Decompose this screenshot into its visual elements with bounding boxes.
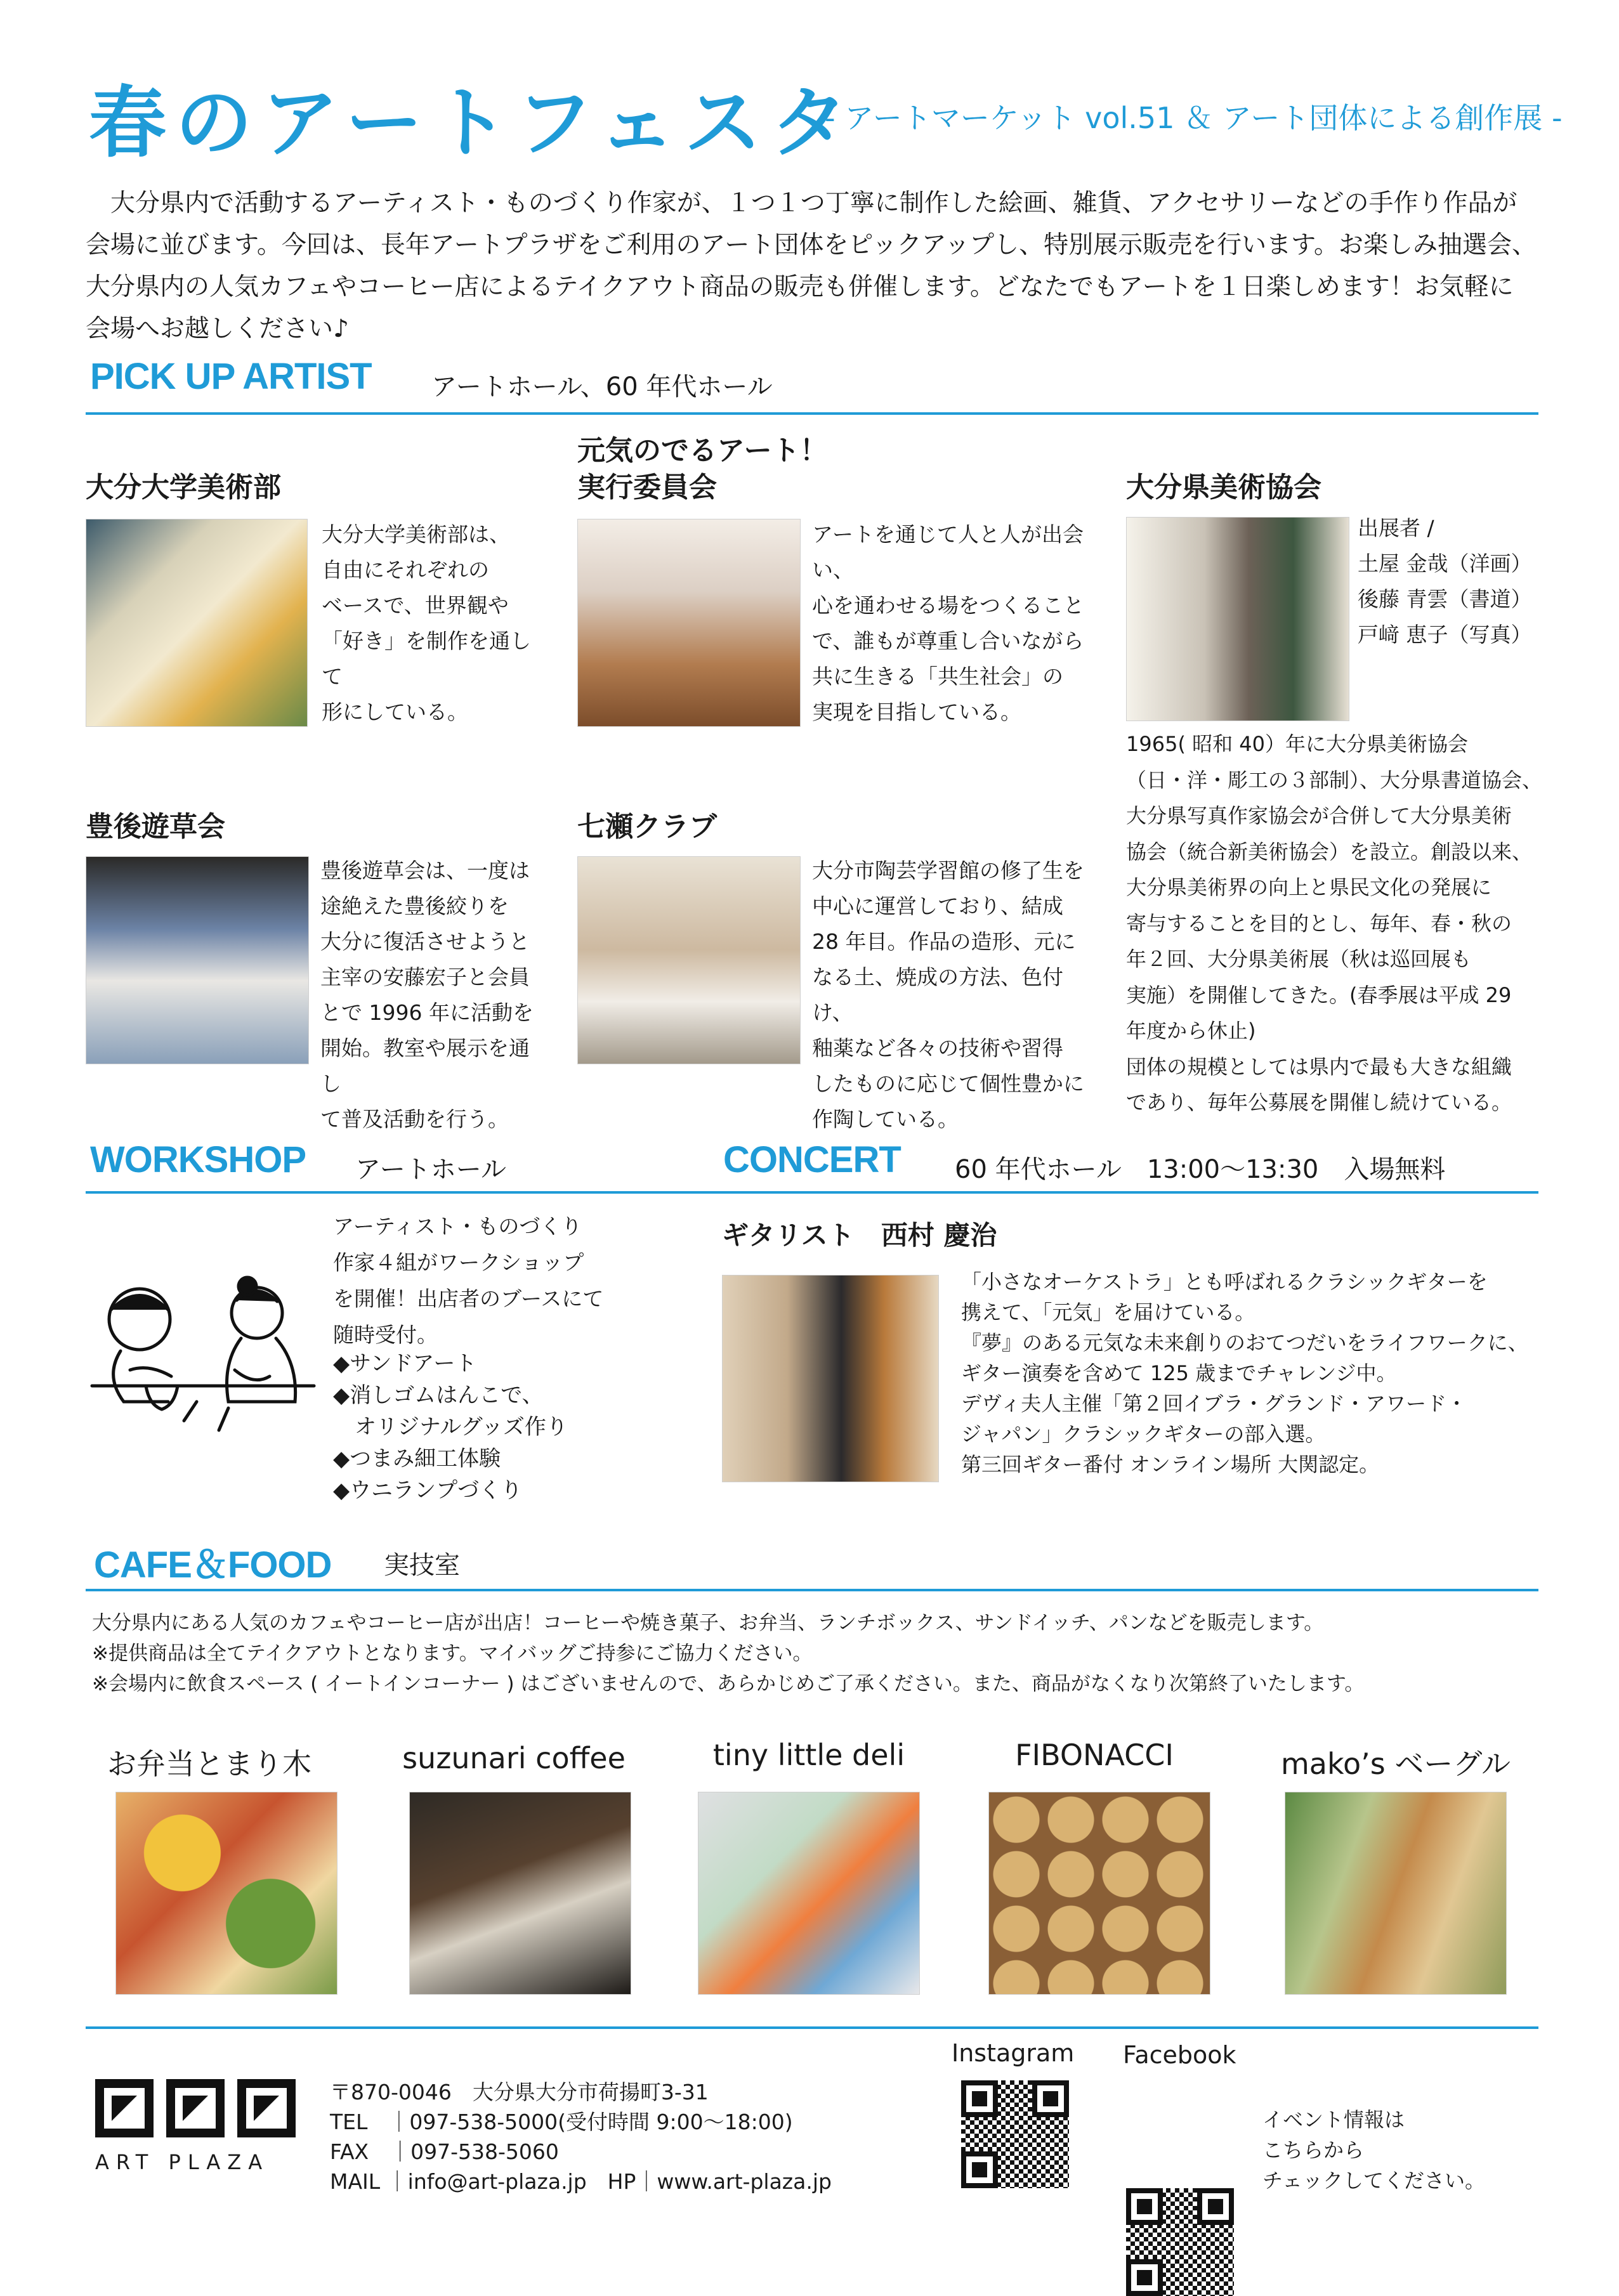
mail-line: MAIL ｜info@art-plaza.jp HP｜www.art-plaza.jp [330,2169,832,2194]
history-line: 団体の規模としては県内で最も大きな組織 [1126,1054,1512,1079]
shop-photo-tiny-little-deli [698,1792,920,1995]
desc-line: 心を通わせる場をつくること [812,593,1084,618]
desc-line: アーティスト・ものづくり [333,1214,582,1239]
artist-photo-bijutsu-kyokai [1126,517,1349,721]
artist-photo-nanase [577,856,801,1064]
artist-desc-nanase [812,853,1104,1137]
history-line: 年度から休止) [1126,1019,1256,1043]
desc-line: 28 年目。作品の造形、元に [812,929,1076,954]
page-subtitle: - アートマーケット vol.51 ＆ アート団体による創作展 - [825,101,1563,135]
intro-line: 大分県内で活動するアーティスト・ものづくり作家が、１つ１つ丁寧に制作した絵画、雑貨、アクセサリーなどの手作り作品が [86,189,1517,218]
facebook-label: Facebook [1123,2041,1236,2069]
desc-line: で、誰もが尊重し合いながら [812,629,1084,653]
cafe-heading: CAFE＆FOOD [94,1544,332,1586]
concert-heading: CONCERT [723,1139,901,1180]
shop-photo-suzunari [409,1792,631,1995]
qr-eye-icon [1197,2188,1234,2225]
desc-line: 出展者 / [1358,516,1434,540]
contact-info [330,2077,832,2196]
history-line: 協会（統合新美術協会）を設立。創設以来、 [1126,839,1533,864]
tel-line: TEL ｜097-538-5000(受付時間 9:00〜18:00) [330,2110,793,2134]
desc-line: 随時受付。 [333,1322,438,1347]
section-divider [86,1191,720,1194]
intro-line: 大分県内の人気カフェやコーヒー店によるテイクアウト商品の販売も併催します。どなたでもアートを１日楽しめます！お気軽に [86,273,1514,301]
art-plaza-logo [95,2079,292,2143]
instagram-qr-icon[interactable] [961,2080,1069,2188]
section-divider [720,1191,1538,1194]
logo-mark-icon [95,2079,154,2137]
history-line: であり、毎年公募展を開催し続けている。 [1126,1090,1512,1114]
desc-line: 主宰の安藤宏子と会員 [320,965,530,989]
desc-line: 大分に復活させようと [320,929,530,954]
desc-line: 作陶している。 [812,1107,959,1132]
pickup-heading: PICK UP ARTIST [90,356,372,397]
shop-name: お弁当とまり木 [107,1747,311,1781]
desc-line: 後藤 青雲（書道） [1358,587,1532,611]
desc-line: 「好き」を制作を通して [322,629,531,689]
qr-eye-icon [1126,2259,1163,2296]
desc-line: を開催！出店者のブースにて [333,1286,604,1311]
artist-name-bungo-yusokai: 豊後遊草会 [86,811,225,843]
shop-photo-tomarigi [115,1792,338,1995]
note-line: チェックしてください。 [1262,2169,1486,2193]
desc-line: 形にしている。 [322,700,468,724]
pickup-venue: アートホール、60 年代ホール [431,372,773,401]
desc-line: ジャパン」クラシックギターの部入選。 [961,1422,1326,1446]
desc-line: 『夢』のある元気な未来創りのおてつだいをライフワークに、 [961,1331,1528,1355]
cafe-notes [92,1608,1538,1699]
desc-line: 途絶えた豊後絞りを [320,894,509,918]
desc-line: 釉薬など各々の技術や習得 [812,1036,1063,1060]
instagram-label: Instagram [952,2039,1075,2067]
list-item: ◆つまみ細工体験 [333,1446,501,1471]
workshop-heading: WORKSHOP [90,1139,306,1180]
logo-mark-icon [237,2079,296,2137]
desc-line: ベースで、世界観や [322,593,509,618]
shop-name: mako’s ベーグル [1281,1747,1511,1781]
shop-name: suzunari coffee [402,1741,626,1775]
desc-line: 実現を目指している。 [812,700,1021,724]
list-item: ◆ウニランプづくり [333,1478,523,1503]
concert-info: 60 年代ホール 13:00〜13:30 入場無料 [955,1155,1446,1184]
history-line: 大分県写真作家協会が合併して大分県美術 [1126,804,1512,828]
intro-line: 会場に並びます。今回は、長年アートプラザをご利用のアート団体をピックアップし、特別展示販売を行います。お楽しみ抽選会、 [86,231,1537,259]
concert-performer: ギタリスト 西村 慶治 [722,1220,997,1251]
desc-line: 「小さなオーケストラ」とも呼ばれるクラシックギターを [961,1270,1488,1294]
desc-line: て普及活動を行う。 [320,1107,509,1132]
note-line: 大分県内にある人気のカフェやコーヒー店が出店！コーヒーや焼き菓子、お弁当、ランチボックス、サンドイッチ、パンなどを販売します。 [92,1612,1324,1634]
history-line: 1965( 昭和 40）年に大分県美術協会 [1126,732,1468,756]
note-line: ※会場内に飲食スペース ( イートインコーナー ) はございませんので、あらかじめご了承ください。また、商品がなくなり次第終了いたします。 [92,1673,1365,1695]
desc-line: なる土、焼成の方法、色付け、 [812,965,1063,1025]
desc-line: 豊後遊草会は、一度は [320,858,530,883]
artist-name-nanase: 七瀬クラブ [577,811,717,843]
qr-eye-icon [961,2151,998,2188]
list-item: ◆消しゴムはんこで、 [333,1383,544,1408]
artist-name-line: 実行委員会 [577,471,717,504]
artist-photo-genki [577,519,801,727]
desc-line: 自由にそれぞれの [322,558,489,582]
workshop-desc [333,1208,663,1353]
desc-line: 戸﨑 恵子（写真） [1358,622,1532,647]
intro-text [86,183,1538,350]
workshop-items [333,1348,663,1506]
intro-line: 会場へお越しください♪ [86,315,349,343]
desc-line: ギター演奏を含めて 125 歳までチャレンジ中。 [961,1361,1397,1385]
history-line: 年２回、大分県美術展（秋は巡回展も [1126,947,1472,971]
desc-line: 大分大学美術部は、 [322,522,510,547]
workshop-illustration [86,1275,327,1459]
desc-line: アートを通じて人と人が出会い、 [812,522,1084,582]
shop-name: FIBONACCI [1015,1738,1174,1772]
history-line: 大分県美術界の向上と県民文化の発展に [1126,875,1492,899]
desc-line: 開始。教室や展示を通し [320,1036,530,1096]
qr-eye-icon [1032,2080,1069,2117]
artist-photo-bijutsubu [86,519,308,727]
desc-line: 大分市陶芸学習館の修了生を [812,858,1084,883]
artist-name-genki [577,433,828,506]
desc-line: 携えて、「元気」を届けている。 [961,1300,1255,1324]
desc-line: 中心に運営しており、結成 [812,894,1063,918]
concert-desc [961,1267,1532,1480]
artist-desc-bijutsu-kyokai [1358,511,1542,653]
desc-line: 作家４組がワークショップ [333,1250,584,1275]
list-item: オリジナルグッズ作り [333,1414,568,1440]
history-line: 実施）を開催してきた。(春季展は平成 29 [1126,982,1512,1007]
footer-divider [86,2026,1538,2029]
page-title: 春のアートフェスタ [89,78,857,168]
logo-mark-icon [166,2079,225,2137]
logo-text: ART PLAZA [95,2150,270,2174]
artist-name-line: 元気のでるアート！ [577,434,828,467]
sns-note [1262,2104,1485,2196]
note-line: こちらから [1262,2138,1365,2162]
fax-line: FAX ｜097-538-5060 [330,2139,559,2164]
note-line: ※提供商品は全てテイクアウトとなります。マイバッグご持参にご協力ください。 [92,1642,813,1665]
desc-line: 第三回ギター番付 オンライン場所 大関認定。 [961,1452,1380,1477]
workshop-venue: アートホール [355,1155,506,1184]
desc-line: 土屋 金哉（洋画） [1358,551,1532,576]
qr-eye-icon [1126,2188,1163,2225]
artist-desc-bijutsubu [322,517,537,730]
shop-photo-makos-bagel [1285,1792,1507,1995]
artist-desc-genki [812,517,1104,730]
artist-desc-bungo-yusokai [320,853,549,1137]
artist-photo-bungo-yusokai [86,856,309,1064]
performer-photo [722,1275,939,1482]
facebook-qr-icon[interactable] [1126,2188,1234,2296]
desc-line: 共に生きる「共生社会」の [812,664,1063,689]
history-line: 寄与することを目的とし、毎年、春・秋の [1126,911,1512,936]
qr-eye-icon [961,2080,998,2117]
shop-name: tiny little deli [712,1738,905,1772]
section-divider [86,412,1538,415]
address-line: 〒870-0046 大分県大分市荷揚町3-31 [330,2080,709,2104]
shop-photo-fibonacci [988,1792,1210,1995]
desc-line: とで 1996 年に活動を [320,1000,534,1025]
note-line: イベント情報は [1262,2108,1405,2132]
bijutsu-kyokai-history [1126,726,1545,1121]
cafe-venue: 実技室 [384,1551,460,1580]
artist-name-bijutsubu: 大分大学美術部 [86,471,281,504]
history-line: （日・洋・彫工の３部制）、大分県書道協会、 [1126,767,1543,792]
desc-line: したものに応じて個性豊かに [812,1071,1084,1096]
artist-name-bijutsu-kyokai: 大分県美術協会 [1126,471,1321,504]
section-divider [86,1589,1538,1591]
desc-line: デヴィ夫人主催「第２回イブラ・グランド・アワード・ [961,1392,1467,1416]
list-item: ◆サンドアート [333,1351,477,1376]
